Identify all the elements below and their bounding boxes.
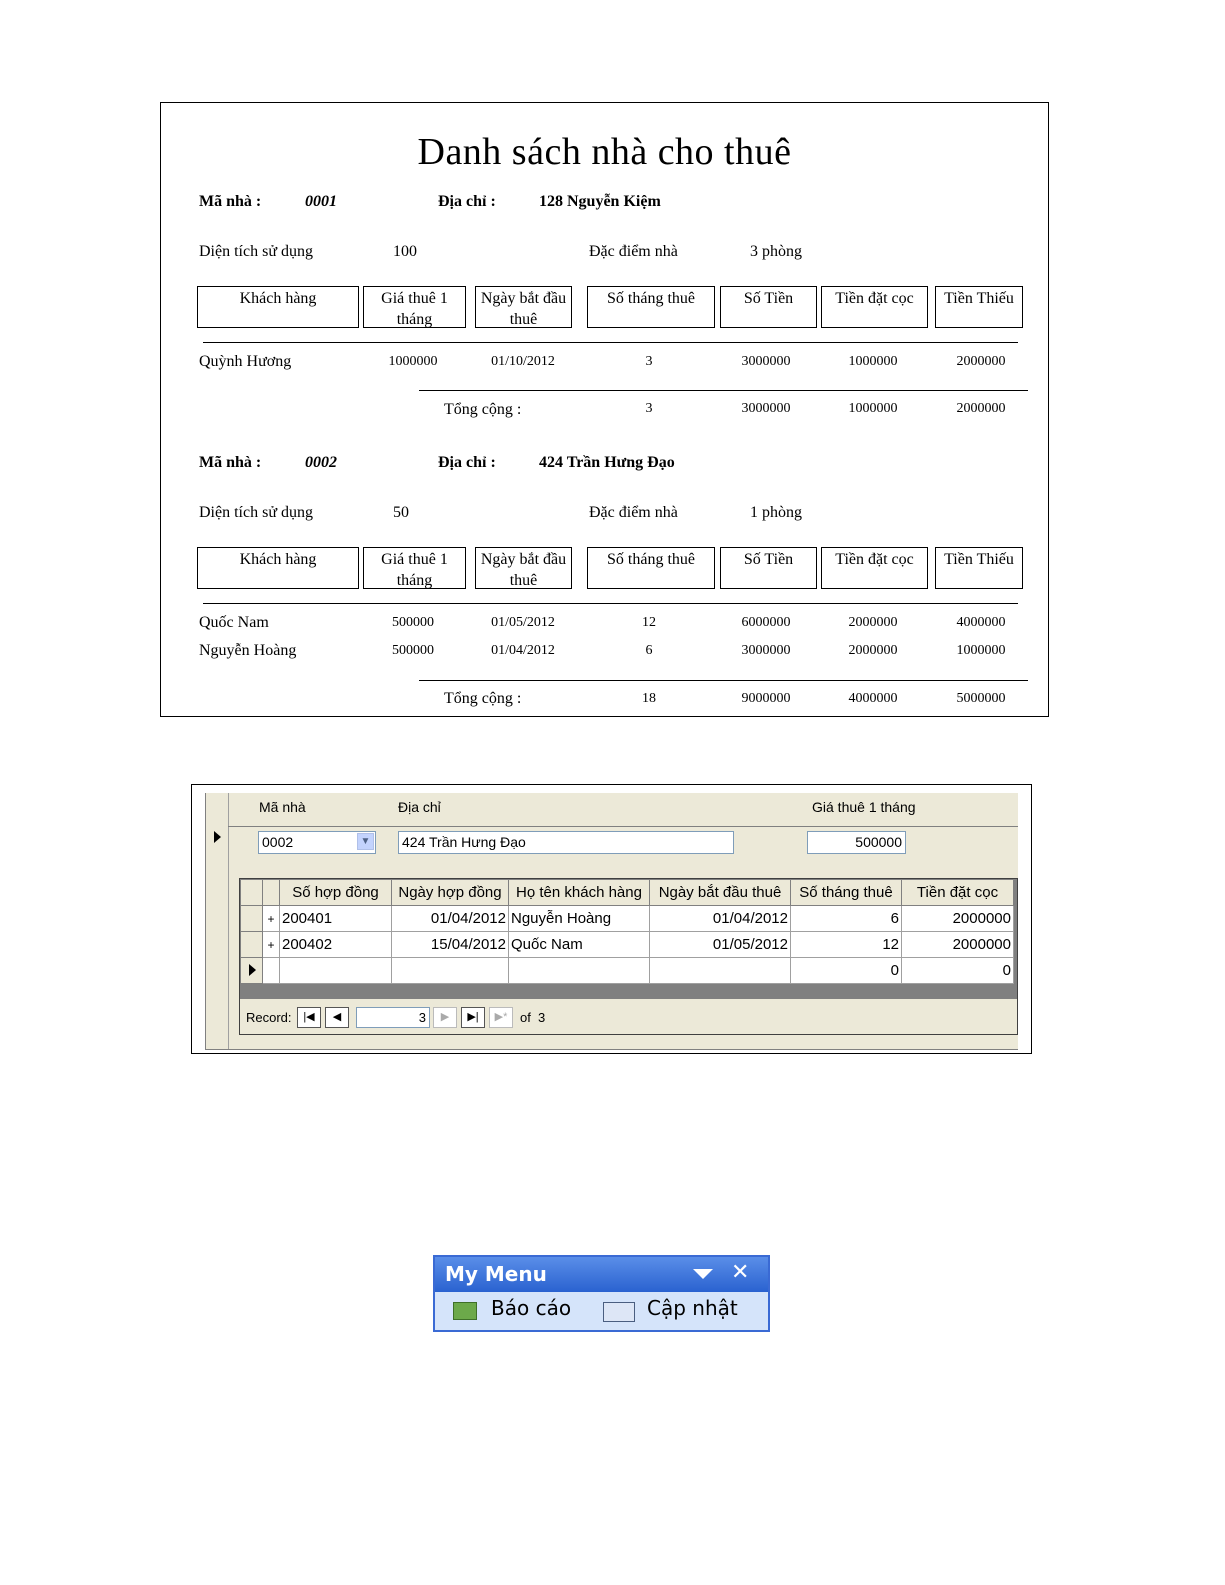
cell-ho-ten[interactable] (509, 958, 650, 984)
col-header-gia-thue: Giá thuê 1 tháng (363, 547, 466, 589)
dac-diem-value: 3 phòng (750, 243, 802, 260)
dia-chi-label: Địa chỉ (398, 799, 441, 815)
cell-dat-coc: 1000000 (848, 354, 898, 369)
cell-so-tien: 3000000 (741, 354, 791, 369)
header-divider (203, 603, 1018, 604)
record-label: Record: (246, 1010, 292, 1025)
col-header-dat-coc: Tiền đặt cọc (821, 547, 928, 589)
total-divider (419, 390, 1028, 391)
table-row (241, 906, 1014, 932)
col-header-ngay-bat-dau[interactable]: Ngày bắt đầu thuê (650, 880, 791, 906)
cell-dat-coc: 2000000 (848, 615, 898, 630)
current-record-arrow-icon (214, 831, 221, 843)
row-selector[interactable] (241, 958, 263, 984)
last-record-icon[interactable]: ▶| (461, 1007, 485, 1028)
cell-so-thang[interactable]: 12 (791, 932, 902, 958)
cell-gia-thue: 1000000 (388, 354, 438, 369)
total-so-thang: 3 (645, 401, 653, 416)
cell-thieu: 2000000 (956, 354, 1006, 369)
col-header-tien-thieu: Tiền Thiếu (935, 286, 1023, 328)
cell-dat-coc: 2000000 (848, 643, 898, 658)
menu-item-label: Cập nhật (647, 1296, 738, 1320)
expand-plus-icon[interactable]: + (263, 932, 280, 958)
total-thieu: 5000000 (956, 691, 1006, 706)
col-header-ngay-bat-dau: Ngày bắt đầu thuê (475, 286, 572, 328)
customer-name: Nguyễn Hoàng (199, 642, 297, 659)
record-selector-column[interactable] (206, 793, 229, 1049)
col-header-so-tien: Số Tiền (720, 286, 817, 328)
ma-nha-label: Mã nhà (259, 799, 306, 815)
dien-tich-label: Diện tích sử dụng (199, 504, 313, 521)
dia-chi-label: Địa chỉ : (438, 454, 496, 471)
dien-tich-label: Diện tích sử dụng (199, 243, 313, 260)
dia-chi-value: 128 Nguyễn Kiệm (539, 193, 661, 210)
col-header-ho-ten[interactable]: Họ tên khách hàng (509, 880, 650, 906)
cell-tien-dat-coc[interactable]: 0 (902, 958, 1014, 984)
col-header-so-thang[interactable]: Số tháng thuê (791, 880, 902, 906)
cell-ho-ten[interactable]: Nguyễn Hoàng (509, 906, 650, 932)
contracts-datasheet (240, 879, 1014, 984)
ma-nha-combo[interactable] (258, 831, 376, 854)
customer-name: Quốc Nam (199, 614, 269, 631)
cell-ngay-hop-dong[interactable]: 01/04/2012 (392, 906, 509, 932)
expand-plus-icon[interactable]: + (263, 906, 280, 932)
chevron-down-icon[interactable]: ▼ (357, 833, 374, 850)
record-total: 3 (538, 1010, 546, 1025)
col-header-so-thang: Số tháng thuê (587, 286, 715, 328)
col-header-ngay-bat-dau: Ngày bắt đầu thuê (475, 547, 572, 589)
expand-header (263, 880, 280, 906)
header-divider (203, 342, 1018, 343)
col-header-dat-coc: Tiền đặt cọc (821, 286, 928, 328)
col-header-ngay-hop-dong[interactable]: Ngày hợp đồng (392, 880, 509, 906)
ma-nha-label: Mã nhà : (199, 454, 262, 471)
col-header-khach-hang: Khách hàng (197, 286, 359, 328)
cell-ngay-bat-dau[interactable]: 01/05/2012 (650, 932, 791, 958)
cell-gia-thue: 500000 (392, 643, 434, 658)
cell-so-thang[interactable]: 0 (791, 958, 902, 984)
report-title: Danh sách nhà cho thuê (417, 131, 792, 173)
record-of-label: of (520, 1010, 531, 1025)
total-divider (419, 680, 1028, 681)
col-header-tien-thieu: Tiền Thiếu (935, 547, 1023, 589)
cell-so-hop-dong[interactable]: 200402 (280, 932, 392, 958)
previous-record-icon[interactable]: ◀ (325, 1007, 349, 1028)
total-thieu: 2000000 (956, 401, 1006, 416)
new-record-row (241, 958, 1014, 984)
cell-ngay-hop-dong[interactable]: 15/04/2012 (392, 932, 509, 958)
report-book-icon (453, 1302, 477, 1320)
cell-thieu: 1000000 (956, 643, 1006, 658)
table-row (241, 932, 1014, 958)
col-header-khach-hang: Khách hàng (197, 547, 359, 589)
row-selector[interactable] (241, 932, 263, 958)
next-record-icon[interactable]: ▶ (433, 1007, 457, 1028)
ma-nha-combo-value: 0002 (262, 834, 294, 850)
close-icon[interactable]: ✕ (731, 1260, 750, 1285)
col-header-gia-thue: Giá thuê 1 tháng (363, 286, 466, 328)
total-dat-coc: 4000000 (848, 691, 898, 706)
cell-so-thang: 3 (645, 354, 653, 369)
cell-tien-dat-coc[interactable]: 2000000 (902, 932, 1014, 958)
cell-so-thang: 6 (645, 643, 653, 658)
dia-chi-label: Địa chỉ : (438, 193, 496, 210)
cell-gia-thue: 500000 (392, 615, 434, 630)
first-record-icon[interactable]: |◀ (297, 1007, 321, 1028)
dia-chi-value: 424 Trần Hưng Đạo (539, 454, 675, 471)
cell-ngay-bat-dau[interactable]: 01/04/2012 (650, 906, 791, 932)
datasheet-header-row (241, 880, 1014, 906)
cell-thieu: 4000000 (956, 615, 1006, 630)
dac-diem-label: Đặc điểm nhà (589, 243, 678, 260)
form-body (205, 793, 1018, 1050)
cell-so-hop-dong[interactable] (280, 958, 392, 984)
cell-ngay-hop-dong[interactable] (392, 958, 509, 984)
rental-report (160, 102, 1049, 717)
new-record-icon[interactable]: ▶* (489, 1007, 513, 1028)
menu-item-label: Báo cáo (491, 1296, 572, 1320)
record-navigation-bar (239, 999, 1018, 1035)
cell-ngay-bat-dau[interactable] (650, 958, 791, 984)
cell-ngay: 01/10/2012 (491, 354, 555, 369)
cell-ho-ten[interactable]: Quốc Nam (509, 932, 650, 958)
house-form (191, 784, 1032, 1054)
dropdown-arrow-icon[interactable] (693, 1269, 713, 1279)
total-so-tien: 3000000 (741, 401, 791, 416)
expand-cell (263, 958, 280, 984)
my-menu-toolbar (433, 1255, 770, 1332)
customer-name: Quỳnh Hương (199, 353, 292, 370)
dien-tich-value: 100 (393, 243, 417, 260)
dia-chi-field[interactable]: 424 Trần Hưng Đạo (398, 831, 734, 854)
row-selector[interactable] (241, 906, 263, 932)
ma-nha-value: 0001 (305, 193, 337, 210)
gia-thue-field[interactable]: 500000 (807, 831, 906, 854)
ma-nha-value: 0002 (305, 454, 337, 471)
dac-diem-label: Đặc điểm nhà (589, 504, 678, 521)
total-dat-coc: 1000000 (848, 401, 898, 416)
col-header-so-tien: Số Tiền (720, 547, 817, 589)
col-header-so-hop-dong[interactable]: Số hợp đồng (280, 880, 392, 906)
selector-header[interactable] (241, 880, 263, 906)
cell-ngay: 01/05/2012 (491, 615, 555, 630)
total-so-tien: 9000000 (741, 691, 791, 706)
cell-so-hop-dong[interactable]: 200401 (280, 906, 392, 932)
gia-thue-label: Giá thuê 1 tháng (812, 799, 916, 815)
ma-nha-label: Mã nhà : (199, 193, 262, 210)
current-row-arrow-icon (249, 964, 256, 976)
header-divider (228, 826, 1018, 827)
cell-so-thang[interactable]: 6 (791, 906, 902, 932)
dien-tich-value: 50 (393, 504, 409, 521)
menu-title: My Menu (445, 1262, 547, 1286)
col-header-so-thang: Số tháng thuê (587, 547, 715, 589)
col-header-tien-dat-coc[interactable]: Tiền đặt cọc (902, 880, 1014, 906)
form-icon (603, 1302, 635, 1322)
cell-so-tien: 3000000 (741, 643, 791, 658)
dac-diem-value: 1 phòng (750, 504, 802, 521)
menu-title-bar[interactable] (435, 1257, 768, 1292)
cell-tien-dat-coc[interactable]: 2000000 (902, 906, 1014, 932)
cell-so-thang: 12 (642, 615, 656, 630)
cell-ngay: 01/04/2012 (491, 643, 555, 658)
total-so-thang: 18 (642, 691, 656, 706)
cell-so-tien: 6000000 (741, 615, 791, 630)
tong-cong-label: Tổng cộng : (444, 401, 522, 418)
tong-cong-label: Tổng cộng : (444, 690, 522, 707)
record-number-input[interactable]: 3 (356, 1007, 430, 1028)
